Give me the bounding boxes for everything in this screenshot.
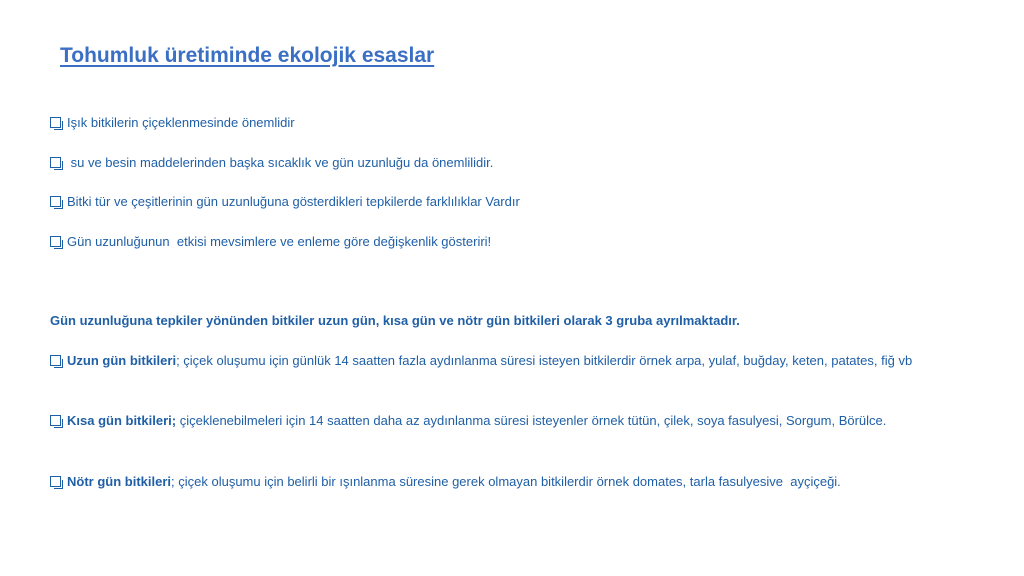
checkbox-bullet-icon: [50, 236, 61, 247]
group-item-short-day: [50, 410, 954, 431]
group-text: [67, 410, 954, 431]
checkbox-bullet-icon: [50, 415, 61, 426]
bullet-item-3: [50, 191, 954, 212]
checkbox-bullet-icon: [50, 476, 61, 487]
summary-statement: Gün uzunluğuna tepkiler yönünden bitkiler uzun gün, kısa gün ve nötr gün bitkileri olarak 3 gruba ayrılmaktadır.: [50, 313, 740, 328]
bullet-text: Gün uzunluğunun etkisi mevsimlere ve enleme göre değişkenlik gösteriri!: [67, 234, 492, 249]
bullet-item-2: [50, 152, 954, 173]
checkbox-bullet-icon: [50, 355, 61, 366]
group-description: çiçek oluşumu için günlük 14 saatten fazla aydınlanma süresi isteyen bitkilerdir örnek arpa, yulaf, buğday, keten, patates, fiğ vb: [183, 353, 913, 368]
group-term: Uzun gün bitkileri: [67, 353, 177, 368]
bullet-item-4: [50, 231, 954, 252]
bullet-text: su ve besin maddelerinden başka sıcaklık ve gün uzunluğu da önemlilidir.: [67, 155, 494, 170]
bullet-item-1: [50, 112, 954, 133]
checkbox-bullet-icon: [50, 196, 61, 207]
group-item-long-day: [50, 350, 954, 371]
group-separator: ;: [176, 353, 184, 368]
bullet-text: Işık bitkilerin çiçeklenmesinde önemlidir: [67, 115, 295, 130]
group-separator: ;: [171, 474, 179, 489]
checkbox-bullet-icon: [50, 117, 61, 128]
group-term: Kısa gün bitkileri;: [67, 413, 177, 428]
group-term: Nötr gün bitkileri: [67, 474, 171, 489]
group-text: [67, 350, 954, 371]
group-item-neutral-day: [50, 471, 954, 492]
checkbox-bullet-icon: [50, 157, 61, 168]
bullet-text: Bitki tür ve çeşitlerinin gün uzunluğuna gösterdikleri tepkilerde farklılıklar Vardır: [67, 194, 520, 209]
slide-title: Tohumluk üretiminde ekolojik esaslar: [60, 44, 435, 67]
group-description: çiçeklenebilmeleri için 14 saatten daha az aydınlanma süresi isteyenler örnek tütün, çilek, soya fasulyesi, Sorgum, Börülce.: [179, 413, 887, 428]
group-description: çiçek oluşumu için belirli bir ışınlanma süresine gerek olmayan bitkilerdir örnek domates, tarla fasulyesive ayçiçeği.: [178, 474, 841, 489]
group-text: [67, 471, 954, 492]
